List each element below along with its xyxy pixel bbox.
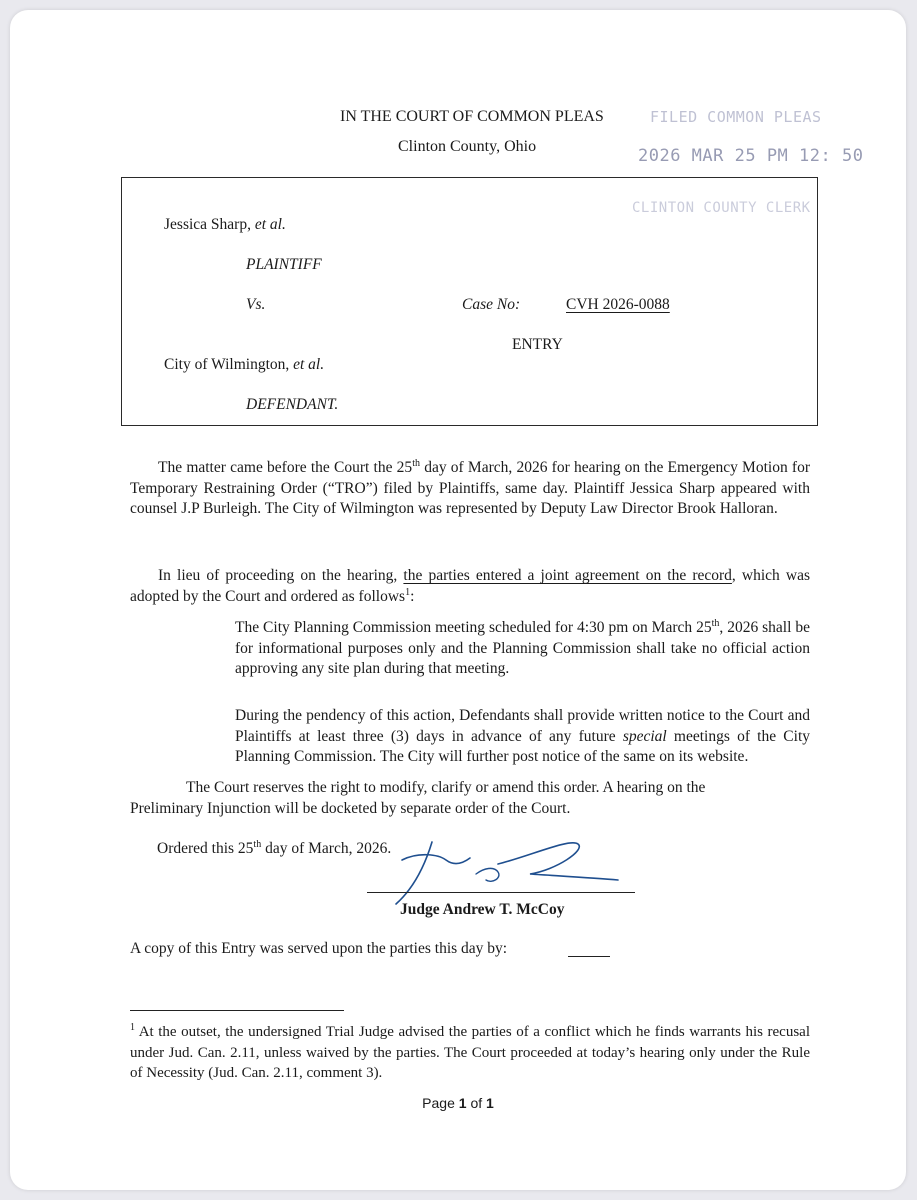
page-word: Page	[422, 1095, 459, 1111]
signature-line	[367, 892, 635, 893]
agreement-text-c: :	[410, 587, 415, 605]
agreement-underlined: the parties entered a joint agreement on the record	[403, 567, 732, 584]
plaintiff-name	[164, 216, 286, 234]
order1-text-a: The City Planning Commission meeting scheduled for 4:30 pm on March 25	[235, 619, 712, 636]
filing-stamp-line1: FILED COMMON PLEAS	[650, 108, 822, 126]
order2-text-a: During the pendency of this action, Defendants shall provide written notice to the Court and Plaintiffs at least three (3) days in advance of any future	[235, 707, 810, 745]
case-caption-box	[121, 177, 818, 426]
footnote-text: At the outset, the undersigned Trial Judge advised the parties of a conflict which he finds warrants his recusal under Jud. Can. 2.11, unless waived by the parties. The Court proceeded at today’s hearing only under the Rule of Necessity (Jud. Can. 2.11, comment 3).	[130, 1024, 810, 1081]
reservation-line-1: The Court reserves the right to modify, clarify or amend this order. A hearing on the	[186, 779, 706, 796]
judge-name: Judge Andrew T. McCoy	[400, 901, 565, 918]
case-number-label: Case No:	[462, 296, 521, 313]
hearing-text-a: The matter came before the Court the 25	[158, 459, 413, 476]
agreement-text-b: , which was adopted by the Court and ordered as follows	[130, 567, 810, 605]
ordered-text-b: day of March, 2026.	[261, 840, 392, 857]
plaintiff-etal: et al.	[254, 216, 286, 233]
order2-text-b: meetings of the City Planning Commission. The City will further post notice of the same on its website.	[235, 727, 811, 765]
defendant-name-text: City of Wilmington,	[164, 356, 294, 373]
defendant-role: DEFENDANT.	[246, 396, 339, 413]
plaintiff-role: PLAINTIFF	[246, 256, 322, 273]
ordered-date-line	[157, 840, 391, 858]
footnote-reference: 1	[405, 586, 411, 598]
document-page	[10, 10, 906, 1190]
judge-signature	[380, 830, 640, 910]
order2-italic: special	[622, 727, 667, 745]
case-number: CVH 2026-0088	[566, 296, 670, 313]
service-line: A copy of this Entry was served upon the parties this day by:	[130, 940, 508, 957]
agreement-paragraph	[130, 566, 810, 607]
ordered-text-a: Ordered this 25	[157, 840, 254, 857]
agreement-text-a: In lieu of proceeding on the hearing,	[158, 567, 404, 584]
order-item-1	[235, 618, 810, 680]
hearing-paragraph	[130, 458, 810, 520]
footnote	[130, 1022, 810, 1084]
court-name: IN THE COURT OF COMMON PLEAS	[340, 108, 604, 125]
page-number	[10, 1095, 906, 1111]
page-total: 1	[486, 1095, 494, 1111]
defendant-etal: et al.	[293, 356, 325, 373]
hearing-sup: th	[412, 457, 420, 469]
defendant-name	[164, 356, 324, 374]
footnote-marker: 1	[130, 1022, 135, 1033]
hearing-text-b: day of March, 2026 for hearing on the Emergency Motion for Temporary Restraining Order (“TRO”) filed by Plaintiffs, same day. Plaintiff Jessica Sharp appeared with counsel J.P Burleigh. The City of Wilmington was represented by Deputy Law Director Brook Halloran.	[130, 459, 810, 517]
order1-sup: th	[711, 617, 720, 629]
order1-text-b: , 2026 shall be for informational purposes only and the Planning Commission shall take no official action approving any site plan during that meeting.	[235, 619, 810, 677]
versus-label: Vs.	[246, 296, 266, 313]
reservation-line-2: Preliminary Injunction will be docketed by separate order of the Court.	[130, 800, 571, 817]
page-current: 1	[458, 1095, 467, 1111]
service-method-blank	[568, 956, 610, 957]
filing-stamp-line3: CLINTON COUNTY CLERK	[632, 200, 811, 216]
order-item-2	[235, 706, 810, 768]
ordered-sup: th	[253, 838, 262, 850]
filing-stamp-datetime: 2026 MAR 25 PM 12: 50	[638, 146, 864, 166]
plaintiff-name-text: Jessica Sharp,	[164, 216, 255, 233]
page-of: of	[466, 1095, 487, 1111]
entry-title: ENTRY	[512, 336, 563, 353]
county-name: Clinton County, Ohio	[398, 138, 537, 155]
footnote-separator	[130, 1010, 344, 1011]
